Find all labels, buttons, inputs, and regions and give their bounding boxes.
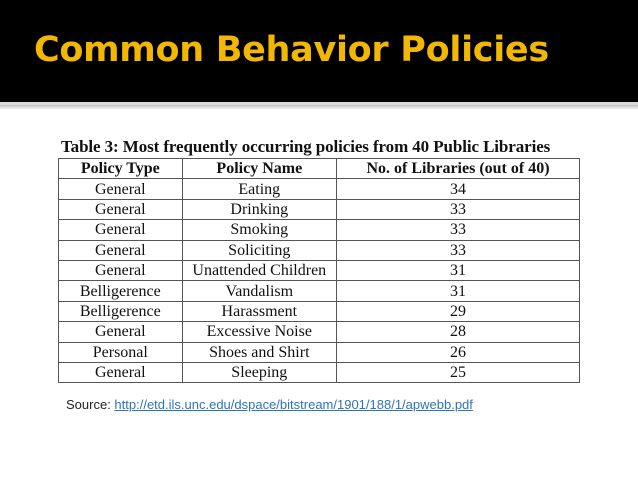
source-note (66, 397, 473, 412)
library-count-cell: 31 (337, 260, 580, 280)
policy-type-cell: General (59, 240, 183, 260)
library-count-cell: 33 (337, 240, 580, 260)
library-count-cell: 31 (337, 281, 580, 301)
policy-type-cell: Personal (59, 342, 183, 362)
table-row (59, 281, 580, 301)
table-row (59, 220, 580, 240)
table-row (59, 322, 580, 342)
table-caption: Table 3: Most frequently occurring policies from 40 Public Libraries (61, 137, 551, 156)
library-count-cell: 25 (337, 362, 580, 382)
table-row (59, 179, 580, 199)
policy-name-cell: Shoes and Shirt (182, 342, 336, 362)
policy-type-cell: General (59, 260, 183, 280)
table-row (59, 260, 580, 280)
policy-name-cell: Harassment (182, 301, 336, 321)
table-row (59, 342, 580, 362)
policy-name-cell: Drinking (182, 199, 336, 219)
policy-type-cell: Belligerence (59, 281, 183, 301)
title-bar-divider (0, 105, 638, 110)
column-header-library-count: No. of Libraries (out of 40) (337, 159, 580, 179)
library-count-cell: 33 (337, 220, 580, 240)
policy-type-cell: General (59, 199, 183, 219)
policy-name-cell: Eating (182, 179, 336, 199)
table-row (59, 362, 580, 382)
policy-name-cell: Soliciting (182, 240, 336, 260)
policy-type-cell: General (59, 179, 183, 199)
policy-table (58, 158, 580, 383)
policy-type-cell: General (59, 322, 183, 342)
policy-table-block (58, 137, 580, 383)
table-row (59, 301, 580, 321)
library-count-cell: 28 (337, 322, 580, 342)
column-header-policy-name: Policy Name (182, 159, 336, 179)
title-bar (0, 0, 638, 105)
table-row (59, 240, 580, 260)
policy-name-cell: Excessive Noise (182, 322, 336, 342)
policy-name-cell: Unattended Children (182, 260, 336, 280)
library-count-cell: 34 (337, 179, 580, 199)
source-link[interactable]: http://etd.ils.unc.edu/dspace/bitstream/1901/188/1/apwebb.pdf (114, 397, 473, 412)
policy-name-cell: Smoking (182, 220, 336, 240)
policy-type-cell: General (59, 220, 183, 240)
policy-type-cell: General (59, 362, 183, 382)
table-row (59, 199, 580, 219)
library-count-cell: 29 (337, 301, 580, 321)
policy-name-cell: Sleeping (182, 362, 336, 382)
table-header-row (59, 159, 580, 179)
policy-type-cell: Belligerence (59, 301, 183, 321)
library-count-cell: 33 (337, 199, 580, 219)
column-header-policy-type: Policy Type (59, 159, 183, 179)
slide-title: Common Behavior Policies (34, 30, 549, 70)
source-label: Source: (66, 397, 115, 412)
policy-name-cell: Vandalism (182, 281, 336, 301)
library-count-cell: 26 (337, 342, 580, 362)
table-body (59, 179, 580, 383)
